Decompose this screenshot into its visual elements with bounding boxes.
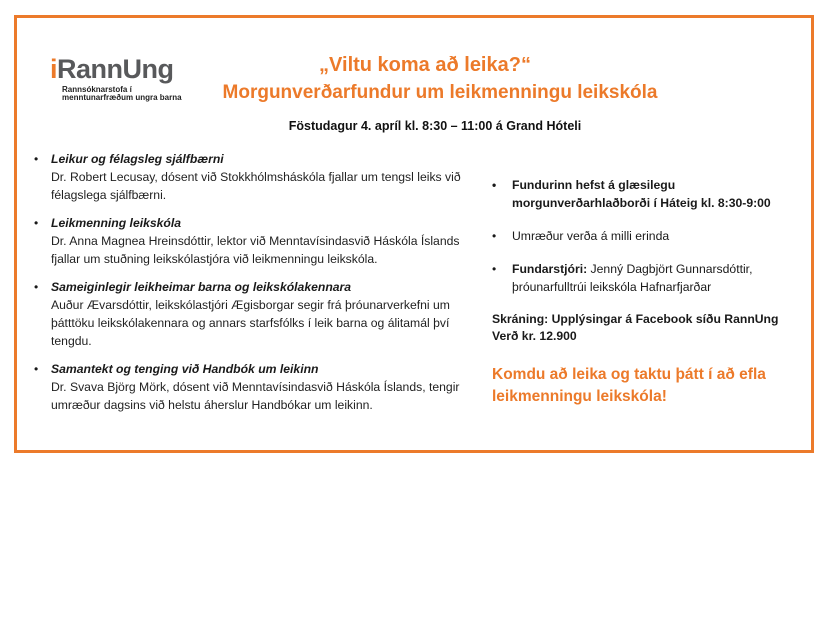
program-item: • Samantekt og tenging við Handbók um leikinn Dr. Svava Björg Mörk, dósent við Menntavísindasvið Háskóla Íslands, tengir umræður dagsins við helstu áherslur Handbókar um leikinn. — [34, 362, 460, 412]
bullet-icon: • — [34, 280, 39, 294]
discussion-info: • Umræður verða á milli erinda — [492, 229, 670, 243]
program-list — [34, 150, 464, 424]
logo-wordmark: iRannUng — [50, 54, 174, 84]
page-title: „Viltu koma að leika?“ — [319, 54, 531, 76]
logo-subtitle: Rannsóknarstofa í menntunarfræðum ungra barna — [62, 85, 182, 102]
bullet-icon: • — [492, 229, 497, 243]
chair-info: • Fundarstjóri: Jenný Dagbjört Gunnarsdóttir, þróunarfulltrúi leikskóla Hafnarfjarðar — [492, 262, 753, 294]
bullet-icon: • — [34, 216, 39, 230]
program-item: • Sameiginlegir leikheimar barna og leikskólakennara Auður Ævarsdóttir, leikskólastjóri Ægisborgar segir frá þróunarverkefni um þátttöku leikskólakennara og annars starfsfólks í leik barna og álitamál því tengdu. — [34, 280, 450, 348]
rannung-logo — [50, 54, 200, 106]
program-item: • Leikur og félagsleg sjálfbærni Dr. Robert Lecusay, dósent við Stokkhólmsháskóla fjallar um tengsl leiks við félagslega sjálfbærni. — [34, 152, 461, 202]
bullet-icon: • — [34, 362, 39, 376]
info-column — [492, 176, 802, 408]
breakfast-info: • Fundurinn hefst á glæsilegu morgunverðarhlaðborði í Háteig kl. 8:30-9:00 — [492, 178, 771, 210]
call-to-action: Komdu að leika og taktu þátt í að efla leikmenningu leikskóla! — [492, 366, 766, 405]
event-date: Föstudagur 4. apríl kl. 8:30 – 11:00 á Grand Hóteli — [288, 119, 582, 133]
registration-info: Skráning: Upplýsingar á Facebook síðu RannUng Verð kr. 12.900 — [492, 312, 779, 343]
program-item: • Leikmenning leikskóla Dr. Anna Magnea Hreinsdóttir, lektor við Menntavísindasvið Háskóla Íslands fjallar um stuðning leikskólastjóra við leikmenningu leikskóla. — [34, 216, 460, 266]
page-subtitle: Morgunverðarfundur um leikmenningu leikskóla — [222, 82, 658, 103]
bullet-icon: • — [492, 178, 497, 192]
bullet-icon: • — [492, 262, 497, 276]
bullet-icon: • — [34, 152, 39, 166]
